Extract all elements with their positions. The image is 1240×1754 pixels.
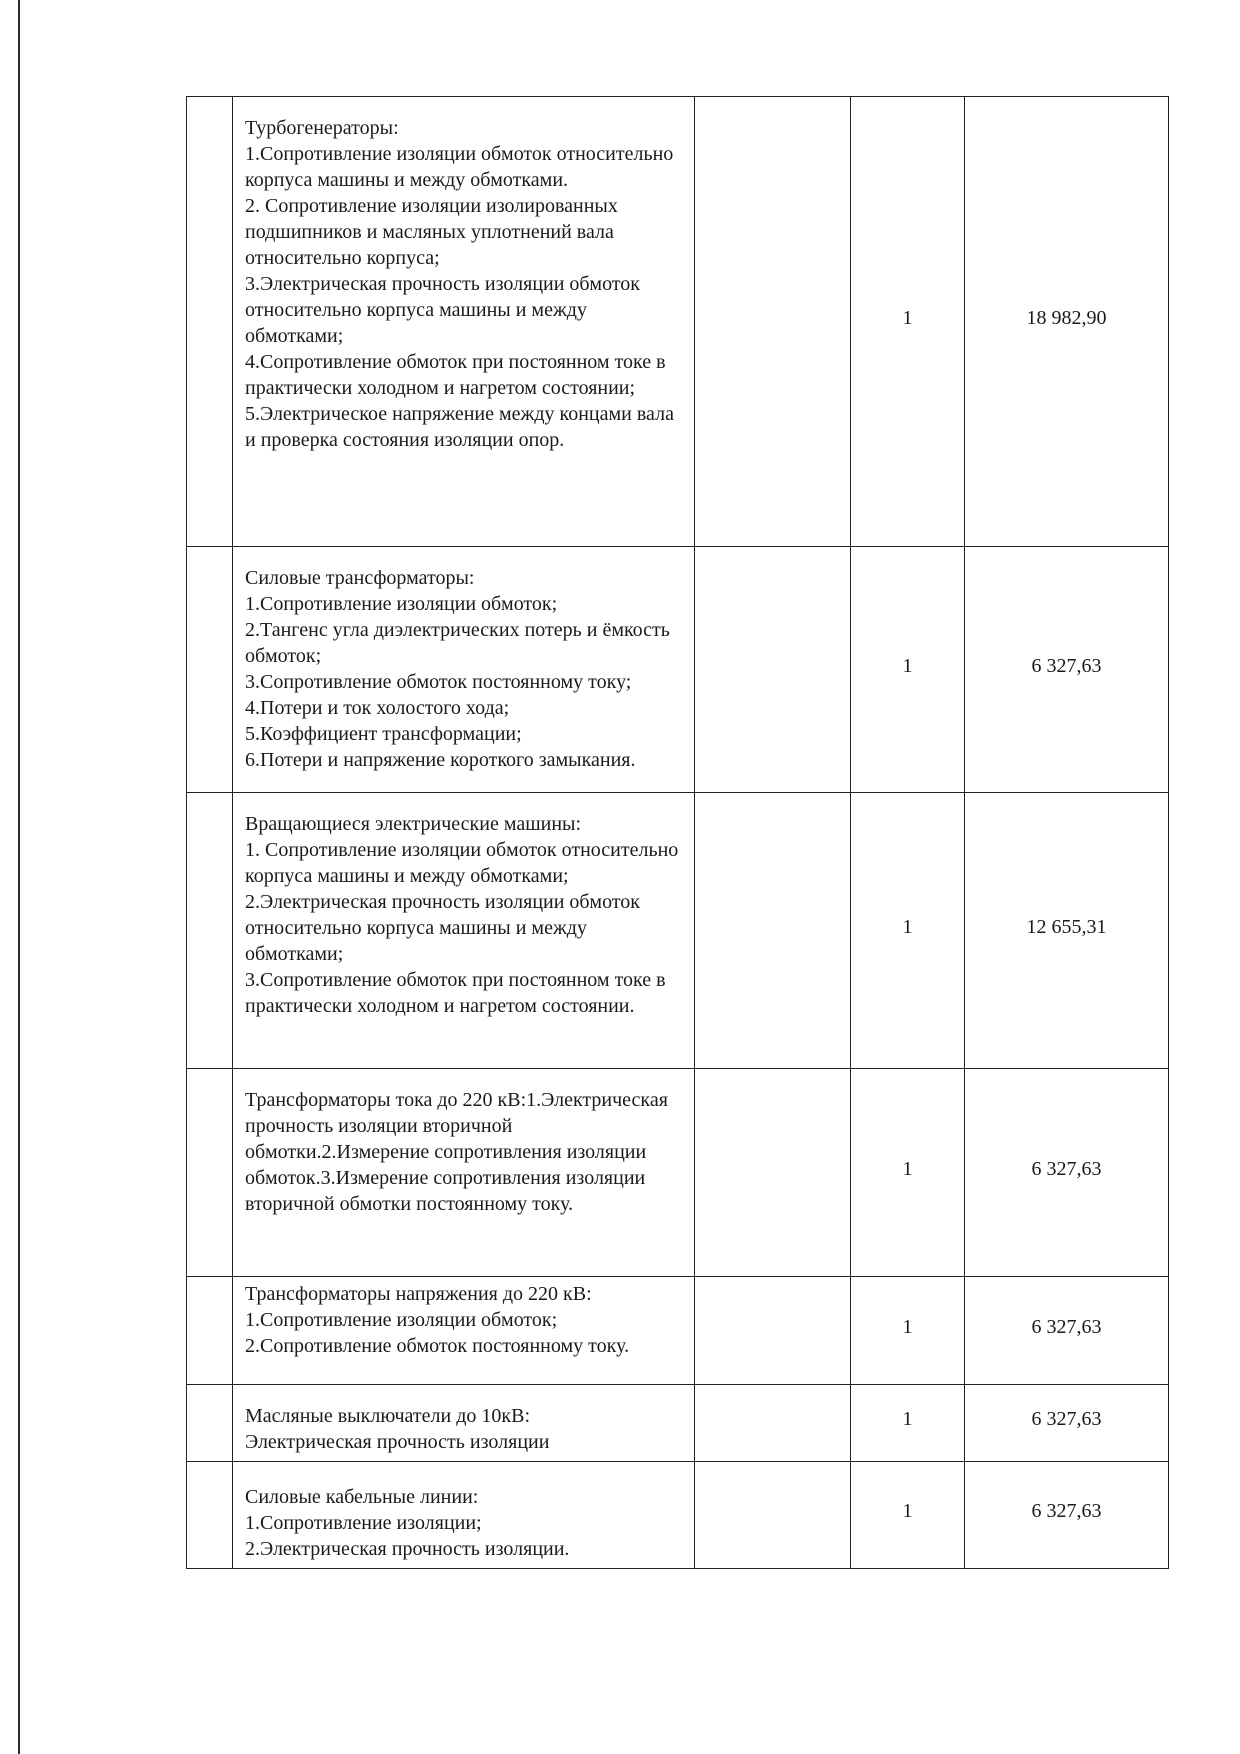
price-table	[186, 96, 1169, 1569]
quantity-cell: 1	[851, 547, 965, 793]
quantity-cell: 1	[851, 793, 965, 1069]
description-cell: Трансформаторы напряжения до 220 кВ: 1.Сопротивление изоляции обмоток; 2.Сопротивление обмоток постоянному току.	[233, 1277, 695, 1385]
row-number-cell	[187, 1277, 233, 1385]
blank-cell	[695, 1462, 851, 1569]
table-row	[187, 547, 1169, 793]
table-row	[187, 97, 1169, 547]
blank-cell	[695, 1277, 851, 1385]
blank-cell	[695, 1385, 851, 1462]
quantity-cell: 1	[851, 1462, 965, 1569]
table-row	[187, 1462, 1169, 1569]
table-row	[187, 1277, 1169, 1385]
table-row	[187, 1385, 1169, 1462]
description-cell: Трансформаторы тока до 220 кВ:1.Электрическая прочность изоляции вторичной обмотки.2.Измерение сопротивления изоляции обмоток.3.Измерение сопротивления изоляции вторичной обмотки постоянному току.	[233, 1069, 695, 1277]
price-cell: 12 655,31	[965, 793, 1169, 1069]
row-number-cell	[187, 1069, 233, 1277]
scan-edge-line	[18, 0, 20, 1754]
blank-cell	[695, 97, 851, 547]
description-cell: Турбогенераторы: 1.Сопротивление изоляции обмоток относительно корпуса машины и между обмотками. 2. Сопротивление изоляции изолированных подшипников и масляных уплотнений вала относительно корпуса; 3.Электрическая прочность изоляции обмоток относительно корпуса машины и между обмотками; 4.Сопротивление обмоток при постоянном токе в практически холодном и нагретом состоянии; 5.Электрическое напряжение между концами вала и проверка состояния изоляции опор.	[233, 97, 695, 547]
quantity-cell: 1	[851, 1277, 965, 1385]
row-number-cell	[187, 97, 233, 547]
blank-cell	[695, 547, 851, 793]
row-number-cell	[187, 793, 233, 1069]
description-cell: Вращающиеся электрические машины: 1. Сопротивление изоляции обмоток относительно корпуса машины и между обмотками; 2.Электрическая прочность изоляции обмоток относительно корпуса машины и между обмотками; 3.Сопротивление обмоток при постоянном токе в практически холодном и нагретом состоянии.	[233, 793, 695, 1069]
quantity-cell: 1	[851, 1069, 965, 1277]
price-cell: 6 327,63	[965, 1385, 1169, 1462]
description-cell: Масляные выключатели до 10кВ: Электрическая прочность изоляции	[233, 1385, 695, 1462]
description-cell: Силовые кабельные линии: 1.Сопротивление изоляции; 2.Электрическая прочность изоляции.	[233, 1462, 695, 1569]
blank-cell	[695, 1069, 851, 1277]
blank-cell	[695, 793, 851, 1069]
price-cell: 18 982,90	[965, 97, 1169, 547]
quantity-cell: 1	[851, 1385, 965, 1462]
row-number-cell	[187, 1462, 233, 1569]
row-number-cell	[187, 547, 233, 793]
price-cell: 6 327,63	[965, 1069, 1169, 1277]
description-cell: Силовые трансформаторы: 1.Сопротивление изоляции обмоток; 2.Тангенс угла диэлектрических потерь и ёмкость обмоток; 3.Сопротивление обмоток постоянному току; 4.Потери и ток холостого хода; 5.Коэффициент трансформации; 6.Потери и напряжение короткого замыкания.	[233, 547, 695, 793]
quantity-cell: 1	[851, 97, 965, 547]
price-cell: 6 327,63	[965, 1462, 1169, 1569]
row-number-cell	[187, 1385, 233, 1462]
table-row	[187, 793, 1169, 1069]
table-row	[187, 1069, 1169, 1277]
price-cell: 6 327,63	[965, 1277, 1169, 1385]
price-cell: 6 327,63	[965, 547, 1169, 793]
